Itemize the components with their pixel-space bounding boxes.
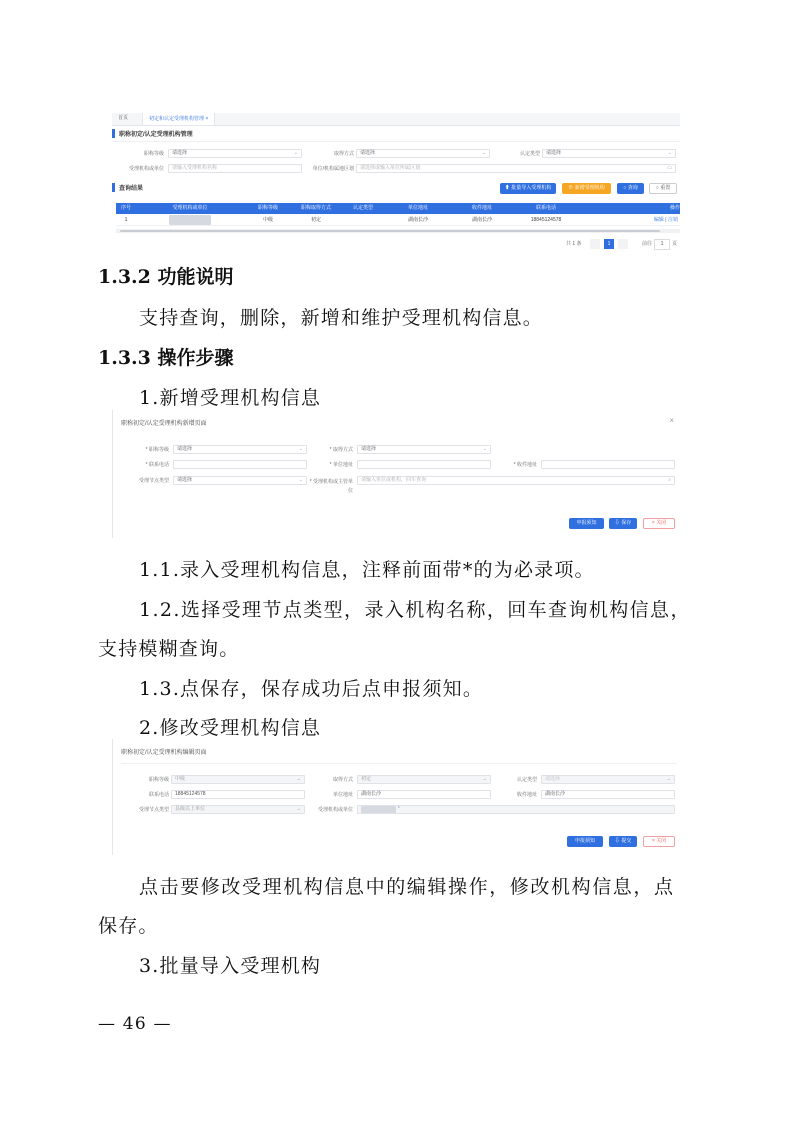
chevron-down-icon: ⌄: [296, 776, 301, 782]
step2-title: 2.修改受理机构信息: [139, 717, 322, 739]
save-button[interactable]: ⇩ 保存: [609, 518, 637, 529]
batch-import-button[interactable]: ⬆ 批量导入受理机构: [500, 183, 556, 194]
add-org-button[interactable]: ⊕ 新增受理机构: [562, 183, 611, 194]
tab-home[interactable]: 首页: [118, 115, 129, 121]
cell-type: [340, 215, 386, 225]
step1-title: 1.新增受理机构信息: [139, 387, 322, 409]
method-select[interactable]: 初定 ⌄: [357, 775, 491, 784]
org-input[interactable]: *: [357, 805, 675, 814]
prev-page-button[interactable]: [590, 239, 600, 249]
phone-input[interactable]: [173, 460, 307, 469]
step-1-1: 1.1.录入受理机构信息，注释前面带*的为必录项。: [139, 559, 595, 581]
filter-label-region: 单位/机构属地区划: [312, 166, 354, 172]
dialog-title: 职称初定/认定受理机构新增页面: [121, 421, 207, 427]
cell-recv: 湖南长沙: [471, 217, 492, 223]
level-select[interactable]: 请选择 ⌄: [173, 445, 307, 454]
filter-region-input[interactable]: 请选择或输入单位所属区划 ▭: [356, 164, 676, 173]
heading-1-3-3: 1.3.3 操作步骤: [98, 347, 234, 369]
paragraph-function: 支持查询，删除，新增和维护受理机构信息。: [139, 307, 544, 329]
current-page[interactable]: 1: [604, 239, 614, 249]
filter-label-type: 认定类型: [519, 151, 540, 157]
goto-label: 前往: [642, 241, 653, 247]
edit-instruction: 点击要修改受理机构信息中的编辑操作，修改机构信息，点: [139, 876, 675, 898]
step-1-2: 1.2.选择受理节点类型，录入机构名称，回车查询机构信息，: [139, 599, 691, 621]
search-icon: ⌕: [668, 477, 671, 483]
chevron-down-icon: ⌄: [482, 446, 487, 452]
cell-org: [136, 215, 244, 225]
panel-title-bar: [112, 129, 115, 138]
close-button[interactable]: × 关闭: [643, 836, 675, 847]
label-node-type: 受理节点类型: [138, 478, 169, 484]
col-method: 职称取得方式: [300, 205, 331, 211]
label-node-type: 受理节点类型: [138, 807, 169, 813]
label-address: * 单位地址: [329, 462, 353, 468]
org-edit-dialog-screenshot: [112, 739, 681, 855]
divider: [112, 141, 680, 142]
address-input[interactable]: [357, 460, 491, 469]
reset-button[interactable]: ○ 重置: [649, 183, 677, 194]
divider: [121, 763, 677, 764]
label-type: 认定类型: [516, 777, 537, 783]
step-1-2-cont: 支持模糊查询。: [98, 638, 240, 660]
submit-button[interactable]: ⇩ 提交: [609, 836, 637, 847]
col-phone: 联系电话: [535, 205, 556, 211]
chevron-down-icon: ⌄: [298, 446, 303, 452]
heading-1-3-2: 1.3.2 功能说明: [98, 266, 234, 288]
recv-input[interactable]: 湖南长沙: [541, 790, 675, 799]
close-button[interactable]: × 关闭: [643, 518, 675, 529]
chevron-down-icon: ⌄: [666, 776, 671, 782]
recv-input[interactable]: [541, 460, 675, 469]
filter-level-select[interactable]: 请选择 ⌄: [168, 149, 302, 158]
chevron-down-icon: ⌄: [481, 150, 486, 156]
chevron-down-icon: ⌄: [293, 150, 298, 156]
filter-type-select[interactable]: 请选择 ⌄: [542, 149, 676, 158]
filter-label-org: 受理机构或单位: [128, 166, 164, 172]
plus-icon: ⊕: [568, 185, 575, 191]
chevron-down-icon: ⌄: [482, 776, 487, 782]
next-page-button[interactable]: [618, 239, 628, 249]
horizontal-scrollbar[interactable]: [116, 229, 680, 233]
phone-input[interactable]: 18845124578: [171, 790, 305, 799]
chevron-down-icon: ⌄: [667, 150, 672, 156]
level-select[interactable]: 中级 ⌄: [171, 775, 305, 784]
page-number: — 46 —: [98, 1014, 172, 1034]
search-icon: ○: [623, 185, 628, 191]
label-org: 受理机构或单位: [317, 807, 353, 813]
step-1-3: 1.3.点保存，保存成功后点申报须知。: [139, 678, 484, 700]
edit-instruction-cont: 保存。: [98, 915, 159, 937]
goto-input[interactable]: 1: [654, 239, 670, 250]
label-phone: * 联系电话: [145, 462, 169, 468]
address-input[interactable]: 湖南长沙: [357, 790, 491, 799]
filter-label-level: 职称等级: [143, 151, 164, 157]
node-type-select[interactable]: 请选择 ⌄: [173, 476, 307, 485]
chevron-down-icon: ⌄: [298, 477, 303, 483]
label-method: 取得方式: [332, 777, 353, 783]
refresh-icon: ○: [655, 185, 661, 191]
label-method: * 取得方式: [329, 447, 353, 453]
org-add-dialog-screenshot: [112, 410, 684, 538]
filter-org-input[interactable]: 请输入受理机构名称: [168, 164, 302, 173]
panel-title: 职称初定/认定受理机构管理: [119, 132, 193, 138]
col-level: 职称等级: [257, 205, 278, 211]
calendar-icon: ▭: [667, 165, 672, 171]
cell-addr: 湖南长沙: [407, 217, 428, 223]
col-ops: 操作: [669, 205, 680, 211]
cell-method: 初定: [310, 217, 321, 223]
tab-org-management[interactable]: 初定和认定受理机构管理 ×: [142, 113, 215, 125]
col-index: 序号: [120, 205, 131, 211]
filter-method-select[interactable]: 请选择 ⌄: [356, 149, 490, 158]
col-recv: 收件地址: [471, 205, 492, 211]
save-icon: ⇩: [614, 838, 622, 844]
cell-phone: 18845124578: [530, 217, 562, 223]
close-icon[interactable]: ×: [669, 416, 674, 425]
edit-dialog-title: 职称初定/认定受理机构编辑页面: [121, 750, 207, 756]
page-unit: 页: [672, 241, 678, 247]
cell-level: 中级: [262, 217, 273, 223]
label-level: 职称等级: [148, 777, 169, 783]
label-phone: 联系电话: [148, 792, 169, 798]
chevron-down-icon: ⌄: [296, 806, 301, 812]
upload-icon: ⬆: [504, 185, 512, 191]
org-search-input[interactable]: 请输入单位或机构，回车查询 ⌕: [357, 476, 675, 485]
row-actions[interactable]: 编辑 | 注销: [653, 217, 678, 223]
results-title: 查询结果: [119, 186, 144, 192]
notice-button[interactable]: 申报须知: [569, 518, 604, 529]
tab-bar: [112, 113, 680, 126]
cell-index: 1: [124, 217, 128, 223]
node-type-select[interactable]: 县级以上单位 ⌄: [171, 805, 305, 814]
type-select[interactable]: 请选择 ⌄: [541, 775, 675, 784]
col-addr: 单位地址: [407, 205, 428, 211]
label-recv: * 收件地址: [513, 462, 537, 468]
notice-button[interactable]: 申报须知: [567, 836, 603, 847]
label-level: * 职称等级: [145, 447, 169, 453]
search-button[interactable]: ○ 查询: [617, 183, 644, 194]
table-row: [116, 215, 680, 226]
table-header: [116, 203, 680, 214]
label-recv: 收件地址: [516, 792, 537, 798]
pagination-total: 共 1 条: [566, 241, 582, 247]
filter-label-method: 取得方式: [333, 151, 354, 157]
col-type: 认定类型: [352, 205, 373, 211]
method-select[interactable]: 请选择 ⌄: [357, 445, 491, 454]
col-org: 受理机构或单位: [172, 205, 208, 211]
save-icon: ⇩: [614, 520, 622, 526]
label-address: 单位地址: [332, 792, 353, 798]
step3-title: 3.批量导入受理机构: [139, 955, 322, 977]
label-org: * 受理机构或主管单位: [309, 479, 353, 494]
org-management-screenshot: [112, 113, 680, 256]
results-title-bar: [112, 183, 115, 192]
